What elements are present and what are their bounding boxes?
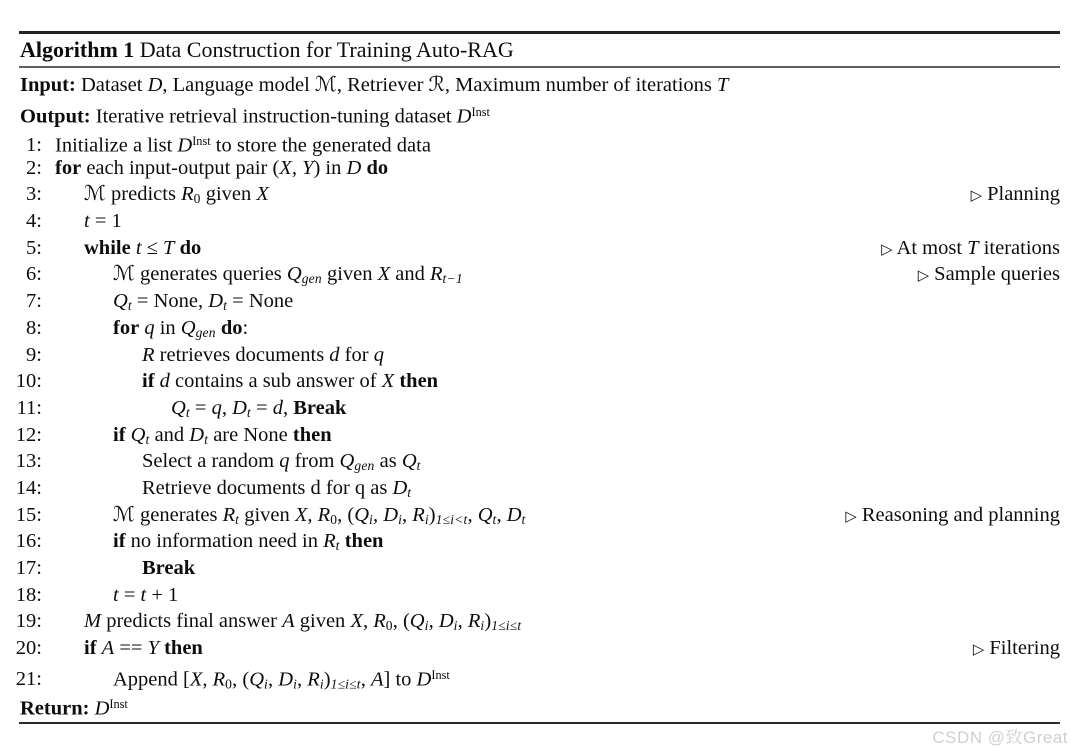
text-segment: , ( — [337, 503, 355, 526]
text-segment: ℳ — [84, 183, 106, 206]
text-segment: A — [370, 668, 384, 691]
comment-triangle-icon: ▷ — [881, 240, 893, 258]
text-segment: i — [424, 511, 429, 527]
text-segment: D — [438, 610, 454, 633]
text-segment: t — [335, 538, 340, 554]
text-segment: t — [235, 511, 240, 527]
algorithm-title — [20, 36, 1060, 64]
text-segment: Initialize a list — [55, 134, 178, 157]
text-segment: D — [456, 104, 472, 127]
text-segment: T — [717, 74, 729, 96]
line-code — [42, 235, 201, 262]
text-segment: i — [293, 676, 298, 692]
line-code — [42, 368, 438, 395]
text-segment: as — [374, 450, 402, 473]
text-segment: , — [221, 396, 233, 419]
watermark: CSDN @致Great — [932, 728, 1068, 747]
text-segment: 1≤i≤t — [330, 676, 361, 692]
text-segment: i — [264, 676, 268, 692]
text-segment: Q — [409, 610, 425, 633]
text-segment: and — [390, 263, 431, 286]
text-segment: 1≤i<t — [435, 511, 468, 527]
text-segment: Q — [477, 503, 493, 526]
text-segment: then — [344, 530, 384, 553]
text-segment: t — [185, 404, 190, 420]
text-segment: 0 — [330, 511, 338, 527]
text-segment: i — [480, 618, 485, 634]
text-segment: in — [154, 316, 181, 339]
comment-triangle-icon: ▷ — [972, 641, 985, 659]
algorithm-line — [0, 608, 1060, 635]
text-segment: ] to — [383, 668, 417, 691]
line-comment — [971, 181, 1060, 210]
text-segment: D — [147, 74, 163, 96]
text-segment: for — [113, 316, 140, 339]
text-segment: t — [127, 298, 132, 314]
text-segment: R — [430, 263, 443, 286]
text-segment: D — [506, 503, 522, 526]
text-segment: i — [424, 618, 429, 634]
text-segment: Reasoning and planning — [856, 503, 1060, 526]
bottom-rule — [19, 722, 1060, 724]
text-segment: , — [307, 503, 318, 526]
text-segment: ℛ — [428, 74, 445, 96]
text-segment: d — [159, 370, 170, 393]
text-segment: Append [ — [113, 668, 190, 691]
algorithm-line — [0, 395, 1060, 422]
text-segment: Y — [147, 637, 159, 660]
text-segment: Q — [130, 423, 146, 446]
text-segment: , — [373, 503, 384, 526]
algorithm-line — [0, 528, 1060, 555]
line-code — [42, 342, 384, 369]
line-number: 10: — [15, 370, 42, 393]
text-segment: D — [416, 668, 432, 691]
text-segment: t — [492, 511, 497, 527]
algorithm-line — [0, 235, 1060, 262]
text-segment: = 1 — [89, 210, 122, 233]
text-segment: , ( — [392, 610, 410, 633]
text-segment: 1≤i≤t — [491, 618, 522, 634]
input-line — [20, 72, 1060, 99]
text-segment: Break — [293, 396, 347, 419]
algorithm-line — [0, 635, 1060, 662]
algorithm-line — [0, 181, 1060, 208]
line-number: 8: — [26, 316, 42, 339]
text-segment: Filtering — [984, 637, 1060, 660]
text-segment: 0 — [225, 676, 233, 692]
line-number: 4: — [26, 210, 42, 233]
text-segment: t−1 — [442, 271, 463, 287]
text-segment: Inst — [471, 104, 490, 119]
line-number: 7: — [26, 290, 42, 313]
text-segment: given — [294, 610, 351, 633]
text-segment: t — [521, 511, 526, 527]
algorithm-line — [0, 502, 1060, 529]
text-segment: D — [392, 476, 408, 499]
text-segment: t — [135, 236, 142, 259]
text-segment: then — [164, 637, 203, 660]
text-segment: X — [294, 503, 308, 526]
text-segment: D — [177, 134, 193, 157]
algorithm-line — [0, 582, 1060, 609]
text-segment: R — [323, 530, 336, 553]
algorithm-line — [0, 368, 1060, 395]
text-segment: , — [457, 610, 468, 633]
text-segment: == — [114, 637, 148, 660]
text-segment: D — [278, 668, 294, 691]
title-rule — [19, 66, 1060, 68]
text-segment: 0 — [193, 191, 201, 207]
return-line — [20, 691, 128, 722]
text-segment: then — [399, 370, 439, 393]
text-segment: q — [144, 316, 155, 339]
text-segment: Output: — [20, 104, 91, 127]
text-segment: each input-output pair ( — [81, 156, 280, 179]
text-segment: , — [360, 668, 371, 691]
text-segment: X — [381, 370, 395, 393]
text-segment: = None, — [131, 290, 209, 313]
text-segment: generates — [134, 503, 223, 526]
text-segment: : — [242, 316, 249, 339]
text-segment: ℳ — [113, 263, 135, 286]
text-segment: At most — [892, 236, 968, 259]
text-segment: Q — [286, 263, 302, 286]
text-segment: given — [200, 183, 257, 206]
text-segment: to store the generated data — [210, 134, 431, 157]
line-number: 15: — [15, 503, 42, 526]
text-segment: t — [145, 431, 150, 447]
text-segment: i — [369, 511, 374, 527]
text-segment: t — [407, 484, 412, 500]
text-segment: Q — [401, 450, 417, 473]
text-segment: i — [398, 511, 403, 527]
line-number: 1: — [26, 134, 42, 157]
text-segment: R — [181, 183, 194, 206]
text-segment: ) in — [313, 156, 347, 179]
line-code — [42, 635, 203, 662]
text-segment: Inst — [109, 697, 128, 711]
text-segment: X — [189, 668, 203, 691]
text-segment: X — [377, 263, 391, 286]
text-segment: gen — [195, 324, 216, 340]
text-segment: = — [189, 396, 212, 419]
text-segment: t — [246, 404, 251, 420]
algorithm-line — [0, 555, 1060, 582]
algorithm-line — [0, 475, 1060, 502]
text-segment: R — [142, 343, 155, 366]
line-number: 9: — [26, 343, 42, 366]
line-number: 19: — [15, 610, 42, 633]
text-segment: contains a sub answer of — [169, 370, 382, 393]
algorithm-line — [0, 342, 1060, 369]
text-segment: then — [292, 423, 332, 446]
output-line — [20, 99, 1060, 126]
text-segment: ) — [484, 610, 492, 633]
text-segment: D — [208, 290, 224, 313]
text-segment: R — [212, 668, 226, 691]
text-segment: while — [84, 236, 131, 259]
text-segment: Q — [249, 668, 265, 691]
comment-triangle-icon: ▷ — [845, 507, 857, 525]
text-segment: do — [179, 236, 202, 259]
text-segment: = — [118, 583, 141, 606]
text-segment: t — [113, 583, 119, 606]
text-segment: D — [232, 396, 247, 419]
text-segment: Iterative retrieval instruction-tuning dataset — [90, 104, 457, 127]
text-segment: t — [140, 583, 147, 606]
line-number: 18: — [15, 583, 42, 606]
algorithm-body — [0, 128, 1060, 692]
line-number: 16: — [15, 530, 42, 553]
text-segment: gen — [301, 271, 322, 287]
text-segment: Q — [339, 450, 355, 473]
text-segment: 0 — [385, 618, 393, 634]
text-segment: generates queries — [134, 263, 287, 286]
algorithm-line — [0, 261, 1060, 288]
line-number: 12: — [15, 423, 42, 446]
text-segment: ℳ — [113, 503, 135, 526]
comment-triangle-icon: ▷ — [917, 267, 930, 285]
top-rule — [19, 31, 1060, 34]
line-number: 3: — [26, 183, 42, 206]
text-segment: do — [366, 156, 389, 179]
line-code — [42, 582, 178, 609]
algorithm-line — [0, 288, 1060, 315]
text-segment: t — [204, 431, 209, 447]
text-segment: q — [373, 343, 384, 366]
text-segment: d — [272, 396, 283, 419]
algorithm-line — [0, 662, 1060, 692]
text-segment: t — [84, 210, 90, 233]
line-comment — [845, 502, 1060, 531]
text-segment: D — [189, 423, 205, 446]
algorithm-line — [0, 155, 1060, 182]
text-segment: i — [453, 618, 458, 634]
text-segment: Break — [142, 557, 196, 579]
comment-triangle-icon: ▷ — [970, 187, 982, 205]
text-segment: , — [268, 668, 279, 691]
text-segment: Sample queries — [929, 263, 1060, 286]
text-segment: ℳ — [314, 74, 337, 96]
text-segment: given — [321, 263, 378, 286]
text-segment: , — [297, 668, 308, 691]
text-segment: if — [84, 637, 97, 660]
text-segment: q — [279, 450, 290, 473]
text-segment: , — [402, 503, 413, 526]
text-segment: predicts — [105, 183, 182, 206]
text-segment: X — [350, 610, 363, 633]
text-segment: M — [84, 610, 102, 633]
text-segment: retrieves documents — [154, 343, 330, 366]
line-number: 11: — [16, 396, 42, 419]
text-segment: iterations — [978, 236, 1060, 259]
text-segment: from — [289, 450, 340, 473]
algorithm-line — [0, 128, 1060, 155]
line-number: 13: — [15, 450, 42, 473]
text-segment: no information need in — [125, 530, 324, 553]
text-segment: t — [223, 298, 228, 314]
text-segment: if — [113, 423, 126, 446]
text-segment: R — [373, 610, 386, 633]
text-segment: X — [256, 183, 269, 206]
text-segment: R — [222, 503, 236, 526]
text-segment: , ( — [232, 668, 250, 691]
line-number: 14: — [15, 476, 42, 499]
text-segment: Algorithm 1 — [20, 37, 135, 62]
text-segment: , — [467, 503, 478, 526]
line-number: 2: — [26, 156, 42, 179]
text-segment: X — [279, 156, 292, 179]
text-segment: i — [319, 676, 324, 692]
text-segment: t — [416, 458, 421, 474]
text-segment: , Retriever — [336, 74, 429, 96]
text-segment: + 1 — [146, 583, 179, 606]
text-segment: Y — [302, 156, 314, 179]
text-segment: Input: — [20, 74, 76, 96]
text-segment: ) — [428, 503, 436, 526]
text-segment: ≤ — [141, 236, 164, 259]
text-segment: = None — [227, 290, 294, 313]
text-segment: Inst — [192, 134, 211, 148]
text-segment: D — [383, 503, 399, 526]
text-segment: R — [467, 610, 481, 633]
text-segment: Q — [171, 396, 186, 419]
text-segment: = — [250, 396, 273, 419]
line-number: 6: — [26, 263, 42, 286]
line-number: 20: — [15, 637, 42, 660]
text-segment: q — [211, 396, 222, 419]
algorithm-line — [0, 422, 1060, 449]
line-number: 5: — [26, 236, 42, 259]
line-comment — [881, 235, 1060, 264]
text-segment: , — [428, 610, 439, 633]
text-segment: , — [496, 503, 507, 526]
text-segment: Planning — [981, 183, 1060, 206]
text-segment: if — [113, 530, 126, 553]
line-number: 17: — [15, 557, 42, 579]
text-segment: given — [239, 503, 295, 526]
text-segment: ) — [323, 668, 331, 691]
text-segment: A — [101, 637, 115, 660]
text-segment: Select a random — [142, 450, 280, 473]
text-segment: are None — [208, 423, 293, 446]
text-segment: , — [291, 156, 303, 179]
text-segment: do — [220, 316, 243, 339]
text-segment: gen — [354, 458, 375, 474]
line-comment — [918, 261, 1060, 290]
text-segment: T — [163, 236, 175, 259]
text-segment: Q — [180, 316, 196, 339]
text-segment: Retrieve documents d for q as — [142, 476, 393, 499]
line-code — [42, 555, 195, 582]
text-segment: D — [94, 697, 110, 720]
text-segment: A — [282, 610, 295, 633]
text-segment: , Maximum number of iterations — [444, 74, 718, 96]
text-segment: for — [55, 156, 82, 179]
line-code — [42, 208, 122, 235]
text-segment: predicts final answer — [101, 610, 283, 633]
algorithm-preamble — [20, 72, 1060, 125]
text-segment: , Language model — [162, 74, 315, 96]
line-comment — [973, 635, 1060, 664]
text-segment: Dataset — [75, 74, 148, 96]
text-segment: Data Construction for Training Auto-RAG — [134, 37, 514, 62]
text-segment: Q — [354, 503, 370, 526]
line-number: 21: — [15, 668, 42, 691]
text-segment: , — [202, 668, 213, 691]
text-segment: , — [362, 610, 374, 633]
text-segment: and — [149, 423, 190, 446]
text-segment: Return: — [20, 697, 90, 720]
text-segment: R — [317, 503, 331, 526]
text-segment: R — [307, 668, 320, 691]
text-segment: T — [967, 236, 979, 259]
text-segment: d — [329, 343, 340, 366]
algorithm-line — [0, 315, 1060, 342]
text-segment: for — [339, 343, 374, 366]
text-segment: Inst — [431, 667, 450, 682]
text-segment: D — [346, 156, 362, 179]
text-segment: , — [282, 396, 294, 419]
text-segment: if — [142, 370, 155, 393]
algorithm-line — [0, 448, 1060, 475]
text-segment: R — [412, 503, 425, 526]
line-code — [42, 155, 388, 182]
text-segment: Q — [113, 290, 128, 313]
